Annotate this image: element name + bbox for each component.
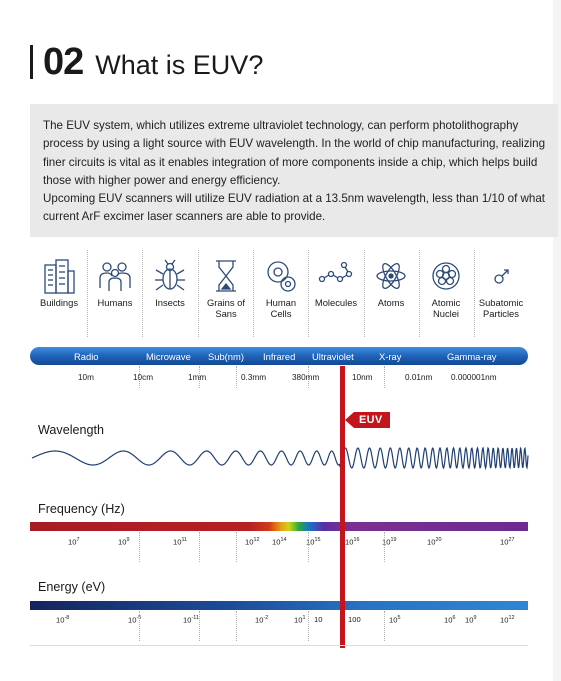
tick-divider	[236, 532, 237, 562]
frequency-title: Frequency (Hz)	[38, 502, 125, 516]
wavelength-tick: 0.000001nm	[451, 373, 497, 382]
tick-label: $10^{12}$	[500, 615, 515, 625]
tick-label: $10^9$	[118, 537, 130, 547]
tick-label: $10^{16}$	[345, 537, 360, 547]
tick-label: $10^{-5}$	[128, 615, 142, 625]
wave-path	[32, 448, 528, 468]
tick-label: $10^{-2}$	[255, 615, 269, 625]
scale-item-label: Molecules	[314, 297, 358, 308]
wavelength-title: Wavelength	[38, 423, 105, 437]
scale-item-label: Buildings	[39, 297, 79, 308]
page-title: What is EUV?	[95, 49, 264, 80]
tick-divider	[308, 611, 309, 641]
scale-item-label: Humans	[97, 297, 133, 308]
right-strip	[553, 0, 561, 681]
spectrum-band-bar	[30, 347, 528, 365]
scale-item-label: Atomic Nuclei	[431, 297, 461, 319]
tick-label: $10^{12}$	[245, 537, 260, 547]
energy-title: Energy (eV)	[38, 580, 106, 594]
description-paragraph-2: Upcoming EUV scanners will utilize EUV radiation at a 13.5nm wavelength, less than 1/10 of what current ArF excimer laser scanners are able to provide.	[43, 192, 546, 224]
spectrum-label-gamma: Gamma-ray	[447, 351, 497, 362]
description-box	[30, 104, 558, 237]
wavelength-tick: 380mm	[292, 373, 320, 382]
buildings-icon	[42, 258, 76, 294]
band-divider	[236, 366, 237, 388]
cells-icon	[264, 258, 298, 294]
euv-marker-line	[340, 366, 345, 648]
spectrum-label-xray: X-ray	[379, 351, 402, 362]
heading-bar	[30, 45, 33, 79]
bottom-divider	[30, 645, 528, 646]
spectrum-label-microwave: Microwave	[146, 351, 191, 362]
molecule-icon	[318, 258, 354, 294]
wavelength-tick: 10m	[78, 373, 94, 382]
tick-label: $10^{14}$	[272, 537, 287, 547]
scale-item-humans	[88, 250, 142, 334]
tick-label: $10^{11}$	[173, 537, 188, 547]
tick-divider	[199, 532, 200, 562]
scale-item-molecules	[308, 250, 364, 334]
humans-icon	[97, 258, 133, 294]
tick-label: $10^{19}$	[382, 537, 397, 547]
insect-icon	[153, 258, 187, 294]
scale-item-label: Atoms	[377, 297, 405, 308]
description-paragraph-1: The EUV system, which utilizes extreme ultraviolet technology, can perform photolithography process by using a light source with EUV wavelength. In the world of chip manufacturing, realizing finer circuits is vital as it enables integration of more components inside a chip, which helps build those with higher power and energy efficiency.	[43, 119, 546, 187]
tick-divider	[384, 532, 385, 562]
section-number: 02	[43, 40, 84, 83]
tick-divider	[139, 611, 140, 641]
wavelength-tick: 1mm	[188, 373, 207, 382]
tick-label: $10^{-11}$	[183, 615, 199, 625]
subatomic-icon	[486, 258, 516, 294]
scale-item-label: Insects	[155, 297, 185, 308]
scale-item-insects	[143, 250, 197, 334]
tick-label: $10^9$	[465, 615, 477, 625]
tick-divider	[199, 611, 200, 641]
tick-label: 100	[348, 615, 361, 624]
scale-item-nuclei	[419, 250, 473, 334]
tick-label: 10	[314, 615, 323, 624]
wavelength-wave	[0, 420, 561, 500]
hourglass-icon	[211, 258, 241, 294]
frequency-color-bar	[30, 522, 528, 531]
tick-divider	[384, 611, 385, 641]
euv-label: EUV	[359, 414, 383, 426]
atom-icon	[374, 258, 408, 294]
wavelength-tick: 10nm	[352, 373, 373, 382]
tick-label: $10^{20}$	[427, 537, 442, 547]
spectrum-label-infrared: Infrared	[263, 351, 296, 362]
tick-divider	[308, 532, 309, 562]
tick-label: $10^7$	[68, 537, 80, 547]
tick-divider	[236, 611, 237, 641]
spectrum-label-radio: Radio	[74, 351, 99, 362]
tick-label: $10^{-8}$	[56, 615, 70, 625]
wavelength-tick: 0.3mm	[241, 373, 267, 382]
scale-item-subatomic	[474, 250, 528, 334]
wavelength-tick: 10cm	[133, 373, 154, 382]
spectrum-label-ultraviolet: Ultraviolet	[312, 351, 354, 362]
energy-color-bar	[30, 601, 528, 610]
tick-label: $10^1$	[294, 615, 306, 625]
tick-label: $10^{15}$	[306, 537, 321, 547]
tick-label: $10^6$	[444, 615, 456, 625]
scale-item-label: Grains of Sans	[206, 297, 246, 319]
wavelength-tick: 0.01nm	[405, 373, 433, 382]
tick-label: $10^5$	[389, 615, 401, 625]
scale-item-cells	[254, 250, 308, 334]
scale-item-label: Human Cells	[265, 297, 297, 319]
page-heading	[30, 42, 263, 82]
scale-item-atoms	[364, 250, 418, 334]
euv-tag	[345, 412, 390, 428]
tick-label: $10^{27}$	[500, 537, 515, 547]
scale-item-grains	[199, 250, 253, 334]
scale-item-buildings	[32, 250, 86, 334]
tick-divider	[139, 532, 140, 562]
scale-item-label: Subatomic Particles	[478, 297, 524, 319]
band-divider	[384, 366, 385, 388]
nucleus-icon	[430, 258, 462, 294]
spectrum-label-subnm: Sub(nm)	[208, 351, 244, 362]
